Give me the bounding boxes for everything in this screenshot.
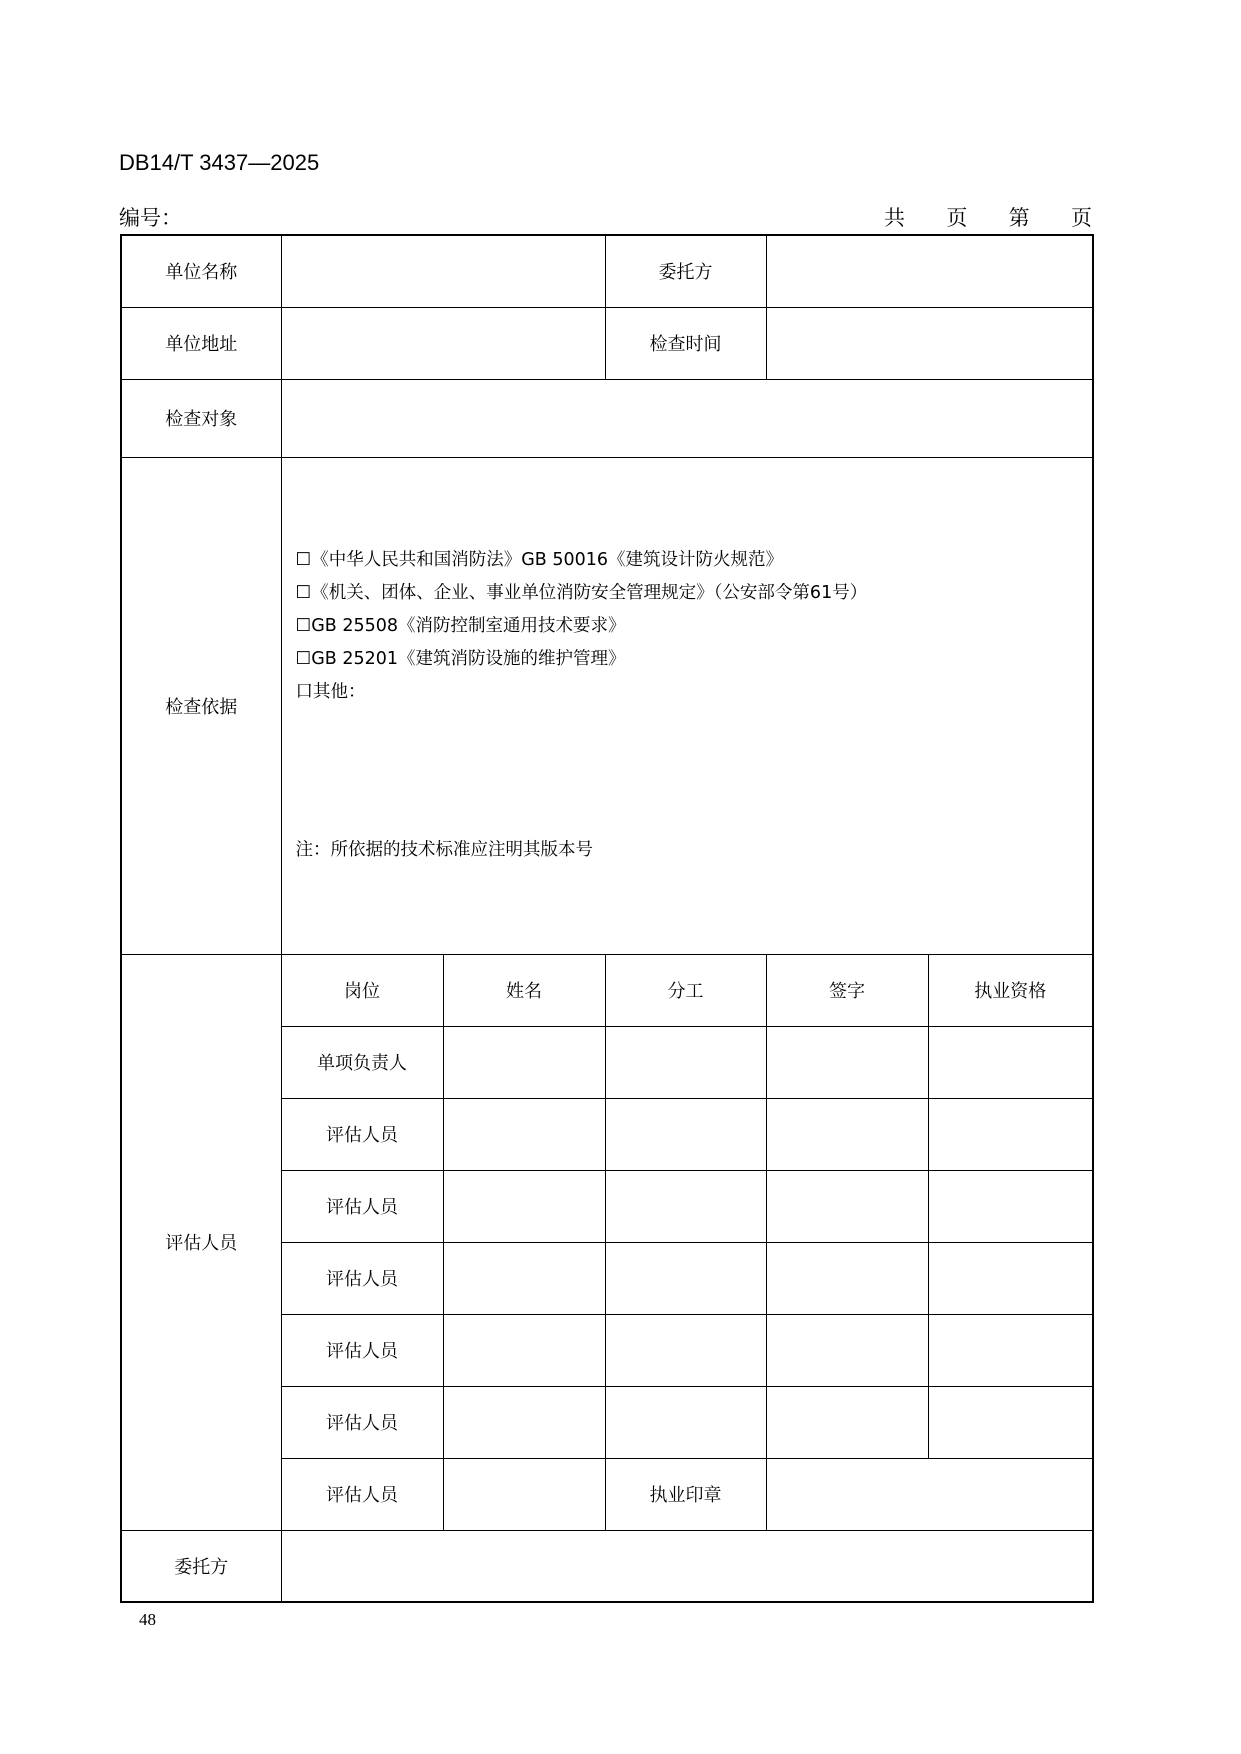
- signature-cell[interactable]: [766, 1026, 928, 1098]
- header-position: 岗位: [281, 954, 443, 1026]
- basis-item[interactable]: ☐GB 25201《建筑消防设施的维护管理》: [295, 648, 626, 669]
- serial-number-label: 编号：: [119, 206, 182, 230]
- name-cell[interactable]: [443, 1170, 605, 1242]
- basis-item[interactable]: ☐《机关、团体、企业、事业单位消防安全管理规定》（公安部令第61号）: [295, 582, 868, 603]
- signature-cell[interactable]: [766, 1098, 928, 1170]
- name-cell[interactable]: [443, 1026, 605, 1098]
- name-cell[interactable]: [443, 1386, 605, 1458]
- name-cell[interactable]: [443, 1098, 605, 1170]
- qualification-cell[interactable]: [928, 1098, 1093, 1170]
- division-cell[interactable]: [605, 1242, 766, 1314]
- inspection-time-label: 检查时间: [605, 307, 766, 379]
- inspection-object-label: 检查对象: [121, 379, 281, 457]
- client-label: 委托方: [605, 235, 766, 307]
- inspection-time-field[interactable]: [766, 307, 1093, 379]
- client-bottom-label: 委托方: [121, 1530, 281, 1602]
- qualification-cell[interactable]: [928, 1170, 1093, 1242]
- division-cell[interactable]: [605, 1098, 766, 1170]
- signature-cell[interactable]: [766, 1386, 928, 1458]
- client-bottom-field[interactable]: [281, 1530, 1093, 1602]
- document-code: DB14/T 3437—2025: [119, 150, 320, 175]
- qualification-cell[interactable]: [928, 1386, 1093, 1458]
- qualification-cell[interactable]: [928, 1314, 1093, 1386]
- inspection-basis-cell: [281, 457, 1093, 954]
- role-assessor: 评估人员: [281, 1386, 443, 1458]
- role-assessor: 评估人员: [281, 1242, 443, 1314]
- qualification-cell[interactable]: [928, 1026, 1093, 1098]
- unit-name-field[interactable]: [281, 235, 605, 307]
- page-info-page2: 页: [1070, 206, 1092, 230]
- header-qualification: 执业资格: [928, 954, 1093, 1026]
- seal-label: 执业印章: [605, 1458, 766, 1530]
- signature-cell[interactable]: [766, 1314, 928, 1386]
- division-cell[interactable]: [605, 1386, 766, 1458]
- name-cell[interactable]: [443, 1458, 605, 1530]
- header-division: 分工: [605, 954, 766, 1026]
- inspection-form-table: [120, 234, 1094, 1603]
- unit-address-label: 单位地址: [121, 307, 281, 379]
- role-assessor: 评估人员: [281, 1170, 443, 1242]
- unit-address-field[interactable]: [281, 307, 605, 379]
- role-assessor: 评估人员: [281, 1314, 443, 1386]
- inspection-basis-label: 检查依据: [121, 457, 281, 954]
- qualification-cell[interactable]: [928, 1242, 1093, 1314]
- basis-item[interactable]: ☐《中华人民共和国消防法》GB 50016《建筑设计防火规范》: [295, 549, 783, 570]
- division-cell[interactable]: [605, 1170, 766, 1242]
- division-cell[interactable]: [605, 1314, 766, 1386]
- basis-list: [296, 544, 1093, 709]
- page-info-no: 第: [1008, 206, 1030, 230]
- header-name: 姓名: [443, 954, 605, 1026]
- page-info: [884, 202, 1092, 232]
- client-field[interactable]: [766, 235, 1093, 307]
- role-lead: 单项负责人: [281, 1026, 443, 1098]
- signature-cell[interactable]: [766, 1170, 928, 1242]
- page-number: 48: [139, 1610, 156, 1629]
- header-signature: 签字: [766, 954, 928, 1026]
- division-cell[interactable]: [605, 1026, 766, 1098]
- role-assessor: 评估人员: [281, 1098, 443, 1170]
- signature-cell[interactable]: [766, 1242, 928, 1314]
- basis-item[interactable]: ☐GB 25508《消防控制室通用技术要求》: [295, 615, 626, 636]
- role-assessor: 评估人员: [281, 1458, 443, 1530]
- page-info-page: 页: [946, 206, 968, 230]
- assessors-label: 评估人员: [121, 954, 281, 1530]
- unit-name-label: 单位名称: [121, 235, 281, 307]
- seal-field[interactable]: [766, 1458, 1093, 1530]
- basis-note: 注：所依据的技术标准应注明其版本号: [295, 839, 593, 860]
- inspection-object-field[interactable]: [281, 379, 1093, 457]
- name-cell[interactable]: [443, 1242, 605, 1314]
- name-cell[interactable]: [443, 1314, 605, 1386]
- basis-item-other[interactable]: 口其他：: [295, 681, 366, 702]
- page-info-total: 共: [884, 206, 905, 230]
